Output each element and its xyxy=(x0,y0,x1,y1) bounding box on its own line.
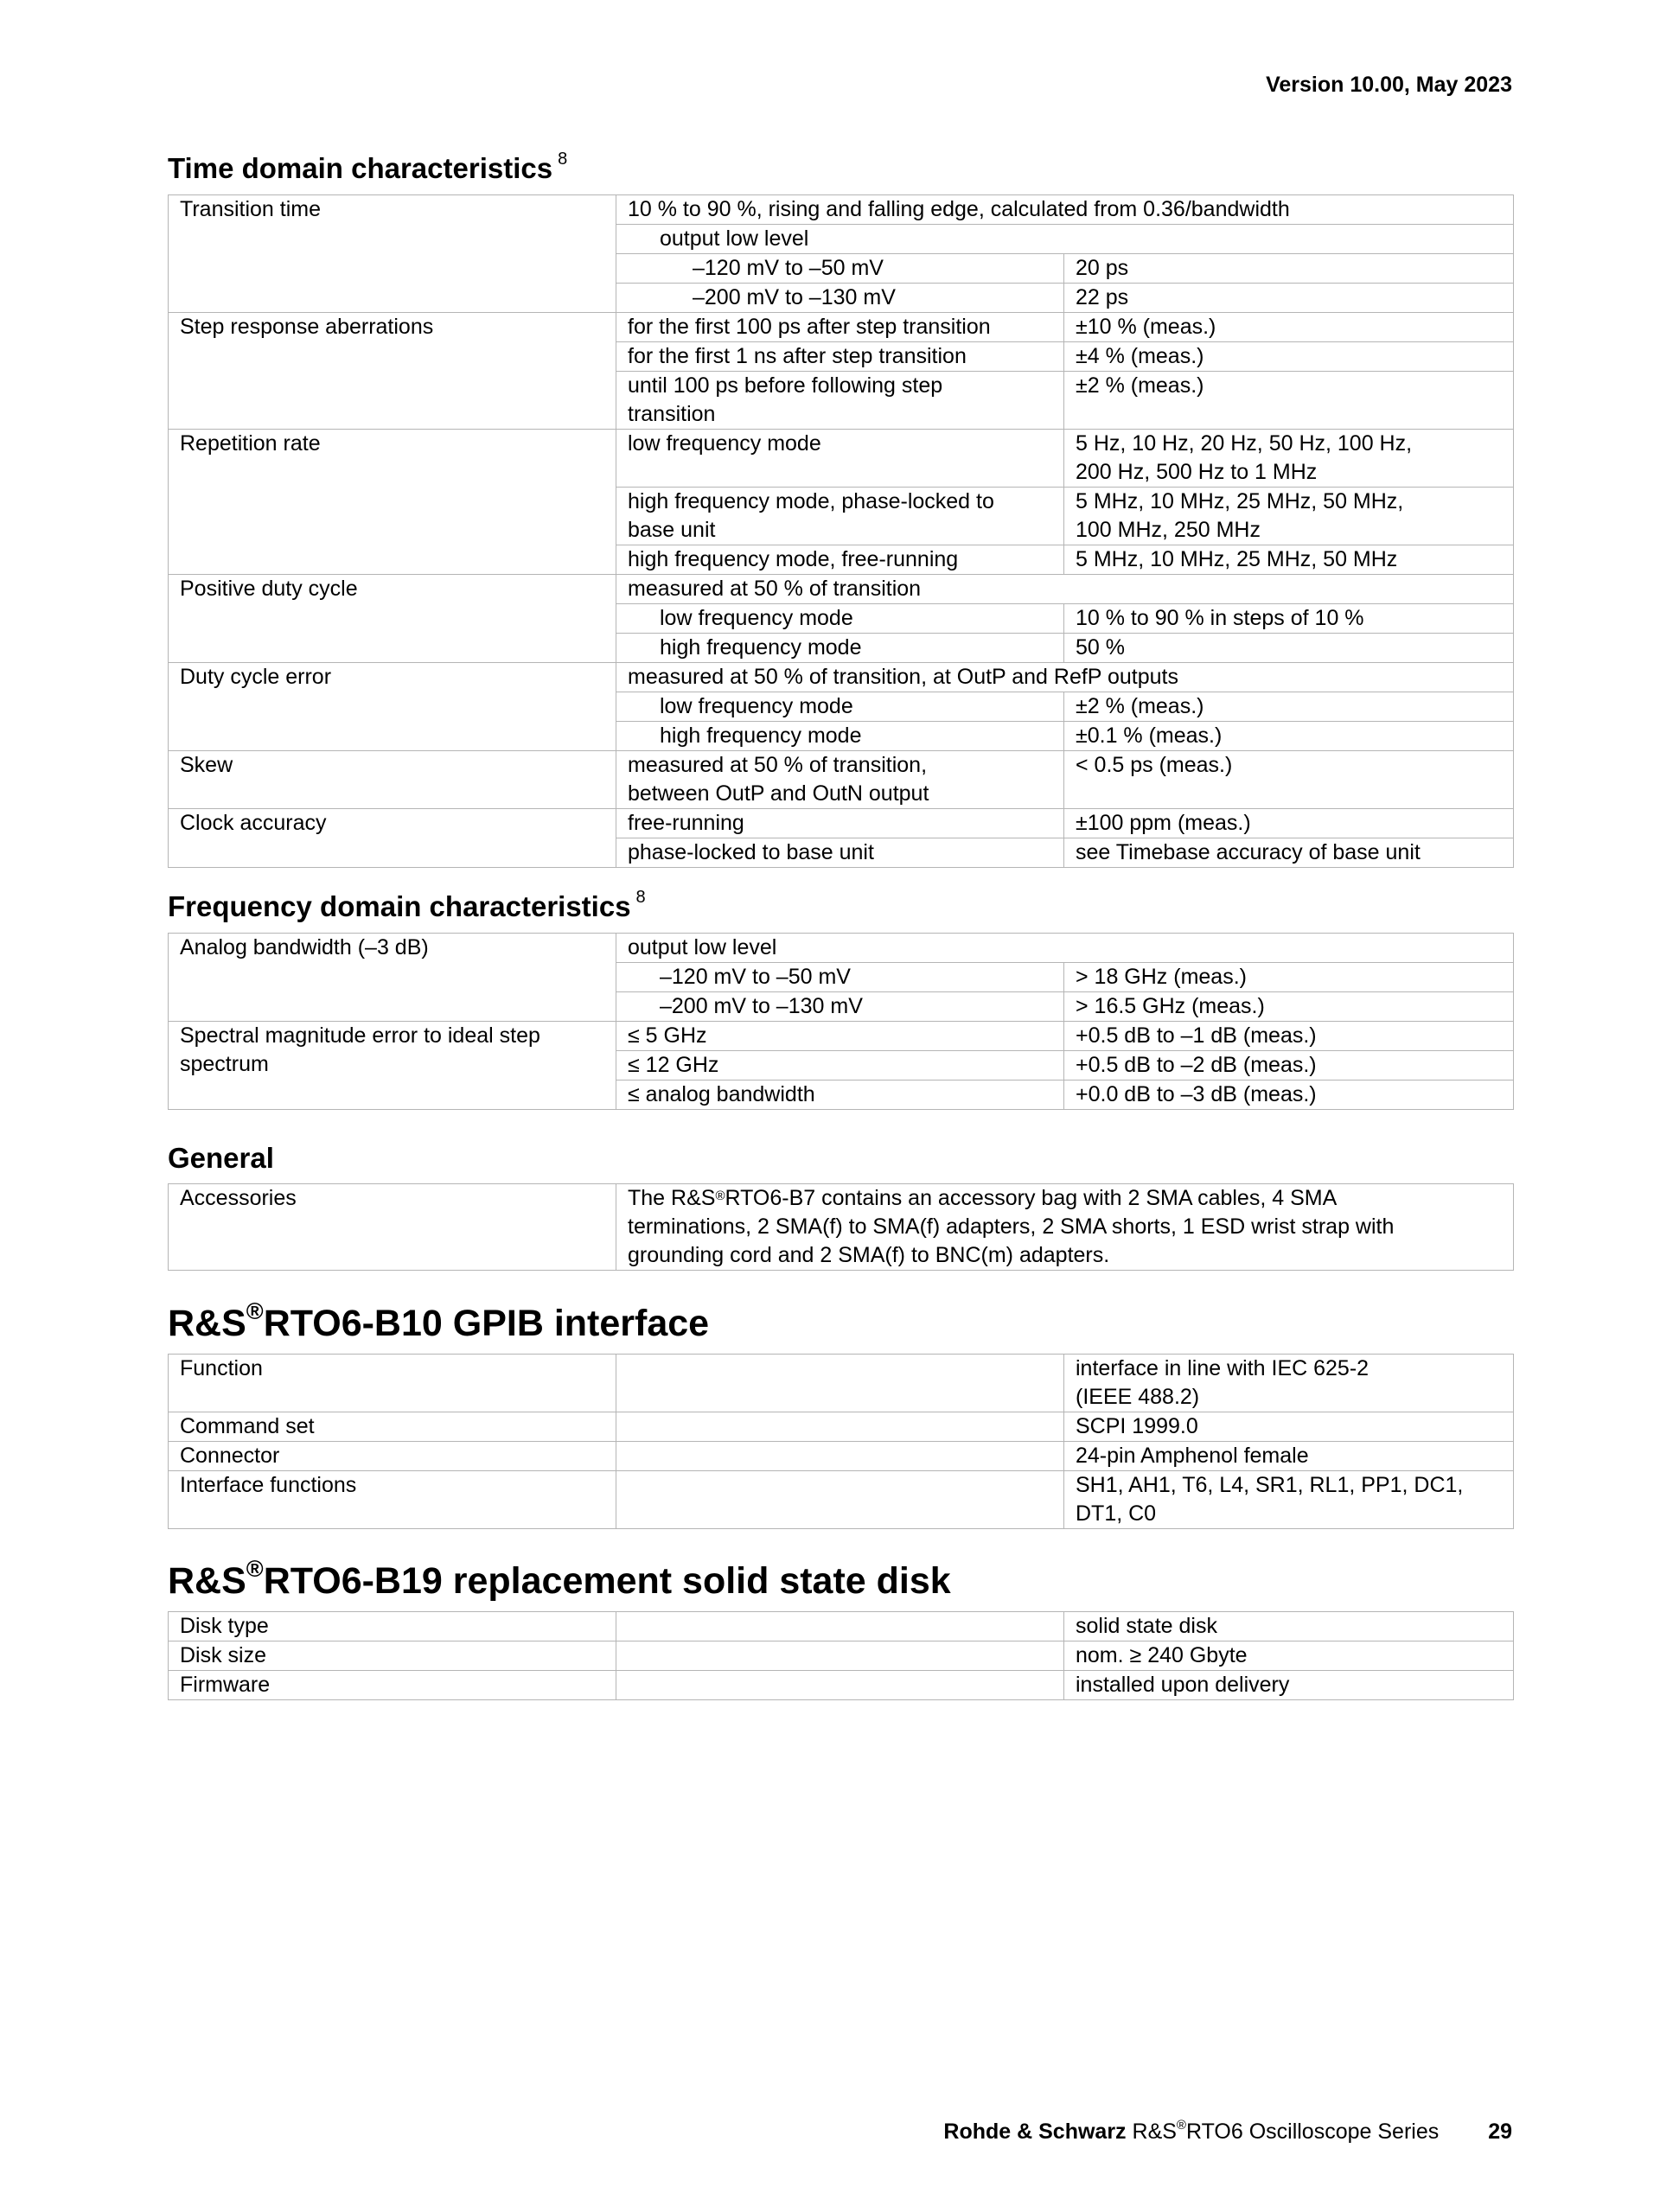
page-footer xyxy=(943,2120,1512,2145)
empty-cell xyxy=(616,1355,1064,1412)
row-value: ±0.1 % (meas.) xyxy=(1064,722,1514,751)
table-row xyxy=(169,195,1514,225)
row-desc: low frequency mode xyxy=(616,430,1064,488)
row-label: Repetition rate xyxy=(169,430,616,575)
row-desc: until 100 ps before following step transition xyxy=(616,372,1064,430)
row-desc: 10 % to 90 %, rising and falling edge, calculated from 0.36/bandwidth xyxy=(616,195,1514,225)
footer-brand: Rohde & Schwarz xyxy=(943,2120,1127,2144)
row-label: Disk size xyxy=(169,1641,616,1671)
row-desc: phase-locked to base unit xyxy=(616,838,1064,868)
row-desc: output low level xyxy=(616,934,1514,963)
row-label: Analog bandwidth (–3 dB) xyxy=(169,934,616,1022)
empty-cell xyxy=(616,1442,1064,1471)
row-desc: ≤ analog bandwidth xyxy=(616,1081,1064,1110)
row-desc: high frequency mode, free-running xyxy=(616,545,1064,575)
table-row xyxy=(169,1641,1514,1671)
row-value: 22 ps xyxy=(1064,284,1514,313)
table-row xyxy=(169,934,1514,963)
row-label: Spectral magnitude error to ideal step spectrum xyxy=(169,1022,616,1110)
row-desc: measured at 50 % of transition xyxy=(616,575,1514,604)
row-value: 20 ps xyxy=(1064,254,1514,284)
row-label: Step response aberrations xyxy=(169,313,616,430)
row-value: ±100 ppm (meas.) xyxy=(1064,809,1514,838)
row-label: Positive duty cycle xyxy=(169,575,616,663)
row-label: Skew xyxy=(169,751,616,809)
row-value: > 16.5 GHz (meas.) xyxy=(1064,992,1514,1022)
row-value: ±4 % (meas.) xyxy=(1064,342,1514,372)
table-row xyxy=(169,1412,1514,1442)
row-label: Connector xyxy=(169,1442,616,1471)
table-row xyxy=(169,575,1514,604)
document-version: Version 10.00, May 2023 xyxy=(1266,73,1512,97)
time-domain-table xyxy=(168,194,1514,868)
row-label: Clock accuracy xyxy=(169,809,616,868)
ssd-table xyxy=(168,1611,1514,1700)
row-desc: measured at 50 % of transition, between OutP and OutN output xyxy=(616,751,1064,809)
table-row xyxy=(169,1471,1514,1529)
row-label: Command set xyxy=(169,1412,616,1442)
row-desc: –200 mV to –130 mV xyxy=(616,284,1064,313)
row-value: ±2 % (meas.) xyxy=(1064,372,1514,430)
row-label: Accessories xyxy=(169,1184,616,1271)
row-desc: low frequency mode xyxy=(616,604,1064,634)
row-desc: –120 mV to –50 mV xyxy=(616,963,1064,992)
table-row xyxy=(169,663,1514,692)
footnote-marker: 8 xyxy=(558,150,568,169)
table-row xyxy=(169,1671,1514,1700)
table-row xyxy=(169,430,1514,488)
row-desc: –200 mV to –130 mV xyxy=(616,992,1064,1022)
footer-series: R&S®RTO6 Oscilloscope Series xyxy=(1132,2118,1440,2144)
row-desc: output low level xyxy=(616,225,1514,254)
empty-cell xyxy=(616,1641,1064,1671)
row-value: 5 MHz, 10 MHz, 25 MHz, 50 MHz, 100 MHz, 250 MHz xyxy=(1064,488,1514,545)
frequency-domain-table xyxy=(168,933,1514,1110)
table-row xyxy=(169,1612,1514,1641)
table-row xyxy=(169,1022,1514,1051)
row-label: Duty cycle error xyxy=(169,663,616,751)
table-row xyxy=(169,809,1514,838)
gpib-heading: R&S®RTO6-B10 GPIB interface xyxy=(168,1298,710,1344)
row-value: ±2 % (meas.) xyxy=(1064,692,1514,722)
row-desc: high frequency mode xyxy=(616,722,1064,751)
footnote-marker: 8 xyxy=(635,888,646,907)
row-desc: for the first 100 ps after step transition xyxy=(616,313,1064,342)
row-value: < 0.5 ps (meas.) xyxy=(1064,751,1514,809)
empty-cell xyxy=(616,1671,1064,1700)
ssd-heading: R&S®RTO6-B19 replacement solid state disk xyxy=(168,1556,951,1602)
row-value: nom. ≥ 240 Gbyte xyxy=(1064,1641,1514,1671)
row-value: installed upon delivery xyxy=(1064,1671,1514,1700)
table-row xyxy=(169,1355,1514,1412)
row-value: +0.0 dB to –3 dB (meas.) xyxy=(1064,1081,1514,1110)
table-row xyxy=(169,1442,1514,1471)
row-desc: for the first 1 ns after step transition xyxy=(616,342,1064,372)
table-row xyxy=(169,313,1514,342)
row-desc: low frequency mode xyxy=(616,692,1064,722)
row-desc: measured at 50 % of transition, at OutP and RefP outputs xyxy=(616,663,1514,692)
empty-cell xyxy=(616,1612,1064,1641)
row-value: 24-pin Amphenol female xyxy=(1064,1442,1514,1471)
row-desc: –120 mV to –50 mV xyxy=(616,254,1064,284)
row-desc: ≤ 12 GHz xyxy=(616,1051,1064,1081)
row-value: +0.5 dB to –1 dB (meas.) xyxy=(1064,1022,1514,1051)
general-heading: General xyxy=(168,1142,274,1174)
row-desc: free-running xyxy=(616,809,1064,838)
general-table xyxy=(168,1183,1514,1271)
row-label: Interface functions xyxy=(169,1471,616,1529)
row-value: SCPI 1999.0 xyxy=(1064,1412,1514,1442)
row-desc: high frequency mode, phase-locked to base unit xyxy=(616,488,1064,545)
row-label: Function xyxy=(169,1355,616,1412)
frequency-domain-heading: Frequency domain characteristics $^8$ xyxy=(168,888,646,922)
row-value: 50 % xyxy=(1064,634,1514,663)
row-value: ±10 % (meas.) xyxy=(1064,313,1514,342)
empty-cell xyxy=(616,1471,1064,1529)
row-label: Firmware xyxy=(169,1671,616,1700)
row-value: interface in line with IEC 625-2 (IEEE 488.2) xyxy=(1064,1355,1514,1412)
row-label: Transition time xyxy=(169,195,616,313)
page-number: 29 xyxy=(1488,2120,1512,2144)
empty-cell xyxy=(616,1412,1064,1442)
row-value: 5 MHz, 10 MHz, 25 MHz, 50 MHz xyxy=(1064,545,1514,575)
table-row xyxy=(169,1184,1514,1271)
table-row xyxy=(169,751,1514,809)
row-label: Disk type xyxy=(169,1612,616,1641)
row-value: 5 Hz, 10 Hz, 20 Hz, 50 Hz, 100 Hz, 200 Hz, 500 Hz to 1 MHz xyxy=(1064,430,1514,488)
row-value: see Timebase accuracy of base unit xyxy=(1064,838,1514,868)
time-domain-heading: Time domain characteristics $^8$ xyxy=(168,150,568,184)
row-value: solid state disk xyxy=(1064,1612,1514,1641)
gpib-table xyxy=(168,1354,1514,1529)
row-value: +0.5 dB to –2 dB (meas.) xyxy=(1064,1051,1514,1081)
row-desc: ≤ 5 GHz xyxy=(616,1022,1064,1051)
row-desc: The R&S®RTO6-B7 contains an accessory bag with 2 SMA cables, 4 SMA terminations, 2 SMA(f) to SMA(f) adapters, 2 SMA shorts, 1 ESD wrist strap with grounding cord and 2 SMA(f) to BNC(m) adapters. xyxy=(616,1184,1514,1271)
row-value: SH1, AH1, T6, L4, SR1, RL1, PP1, DC1, DT1, C0 xyxy=(1064,1471,1514,1529)
row-value: > 18 GHz (meas.) xyxy=(1064,963,1514,992)
row-desc: high frequency mode xyxy=(616,634,1064,663)
row-value: 10 % to 90 % in steps of 10 % xyxy=(1064,604,1514,634)
